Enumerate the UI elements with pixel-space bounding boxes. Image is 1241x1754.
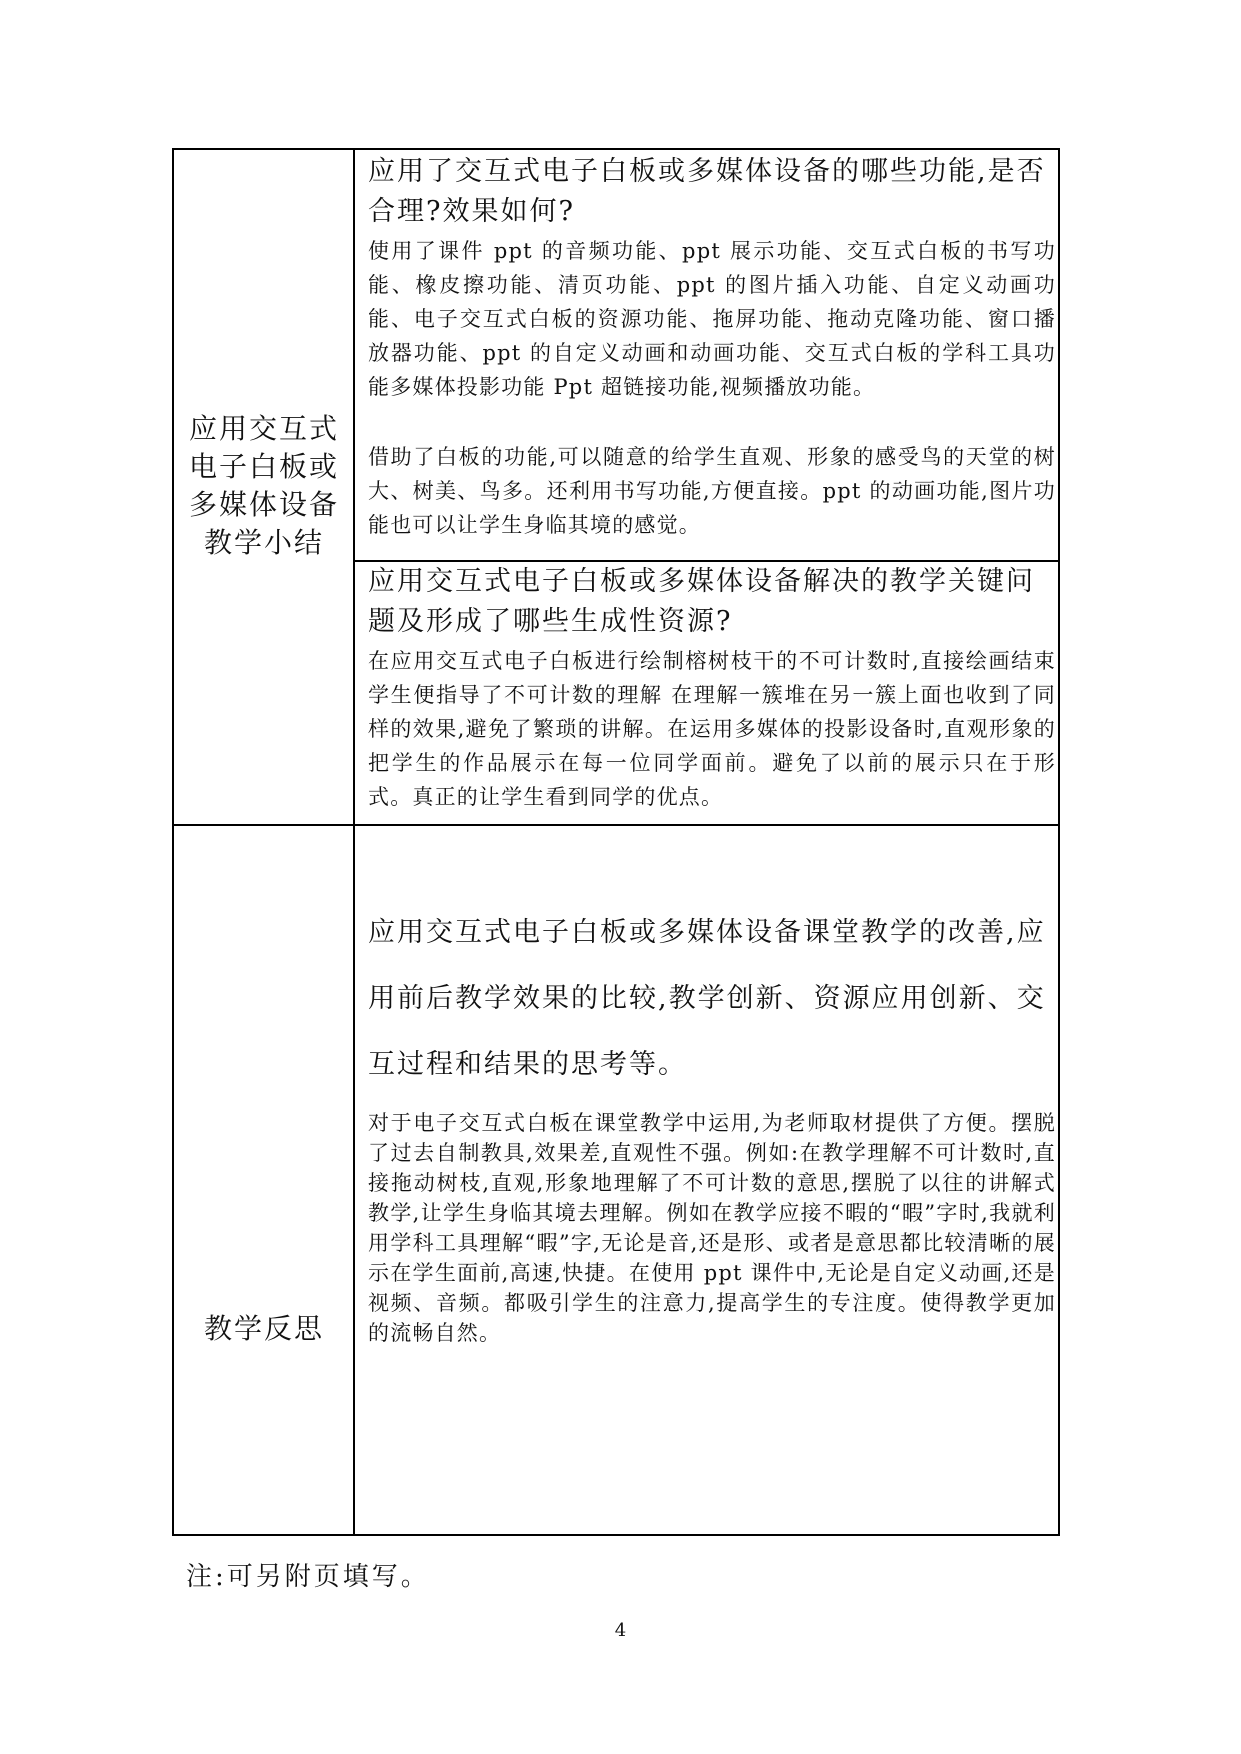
table-right-border bbox=[1058, 148, 1060, 1536]
row1-label-line: 教学小结 bbox=[203, 526, 324, 559]
row2-label: 教学反思 bbox=[203, 1312, 324, 1345]
row1-label bbox=[174, 410, 354, 562]
table-bottom-border bbox=[172, 1534, 1060, 1536]
functions-question: 应用了交互式电子白板或多媒体设备的哪些功能,是否合理?效果如何? bbox=[368, 156, 1046, 227]
row1-label-line: 电子白板或 bbox=[188, 450, 339, 483]
key-problems-answer: 在应用交互式电子白板进行绘制榕树枝干的不可计数时,直接绘画结束学生便指导了不可计数的理解 在理解一簇堆在另一簇上面也收到了同样的效果,避免了繁琐的讲解。在运用多媒体的投影设备时,直观形象的把学生的作品展示在每一位同学面前。避免了以前的展示只在于形式。真正的让学生看到同学的优点。 bbox=[368, 649, 1056, 809]
page-number: 4 bbox=[614, 1620, 627, 1641]
row-divider bbox=[172, 824, 1060, 826]
key-problems-question: 应用交互式电子白板或多媒体设备解决的教学关键问题及形成了哪些生成性资源? bbox=[368, 566, 1035, 637]
functions-used-cell bbox=[368, 152, 1056, 542]
reflection-cell bbox=[368, 900, 1056, 1348]
functions-effect-answer: 借助了白板的功能,可以随意的给学生直观、形象的感受鸟的天堂的树大、树美、鸟多。还利用书写功能,方便直接。ppt 的动画功能,图片功能也可以让学生身临其境的感觉。 bbox=[368, 445, 1056, 537]
row1-label-line: 应用交互式 bbox=[188, 412, 339, 445]
footnote: 注:可另附页填写。 bbox=[186, 1562, 430, 1592]
functions-answer: 使用了课件 ppt 的音频功能、ppt 展示功能、交互式白板的书写功能、橡皮擦功能、清页功能、ppt 的图片插入功能、自定义动画功能、电子交互式白板的资源功能、拖屏功能、拖动克隆功能、窗口播放器功能、ppt 的自定义动画和动画功能、交互式白板的学科工具功能多媒体投影功能 Ppt 超链接功能,视频播放功能。 bbox=[368, 239, 1056, 399]
reflection-question: 应用交互式电子白板或多媒体设备课堂教学的改善,应用前后教学效果的比较,教学创新、资源应用创新、交互过程和结果的思考等。 bbox=[368, 917, 1046, 1080]
reflection-answer: 对于电子交互式白板在课堂教学中运用,为老师取材提供了方便。摆脱了过去自制教具,效果差,直观性不强。例如:在教学理解不可计数时,直接拖动树枝,直观,形象地理解了不可计数的意思,摆脱了以往的讲解式教学,让学生身临其境去理解。例如在教学应接不暇的“暇”字时,我就利用学科工具理解“暇”字,无论是音,还是形、或者是意思都比较清晰的展示在学生面前,高速,快捷。在使用 ppt 课件中,无论是自定义动画,还是视频、音频。都吸引学生的注意力,提高学生的专注度。使得教学更加的流畅自然。 bbox=[368, 1111, 1056, 1345]
table-top-border bbox=[172, 148, 1060, 150]
row1-label-line: 多媒体设备 bbox=[188, 488, 339, 521]
key-problems-cell bbox=[368, 562, 1056, 814]
